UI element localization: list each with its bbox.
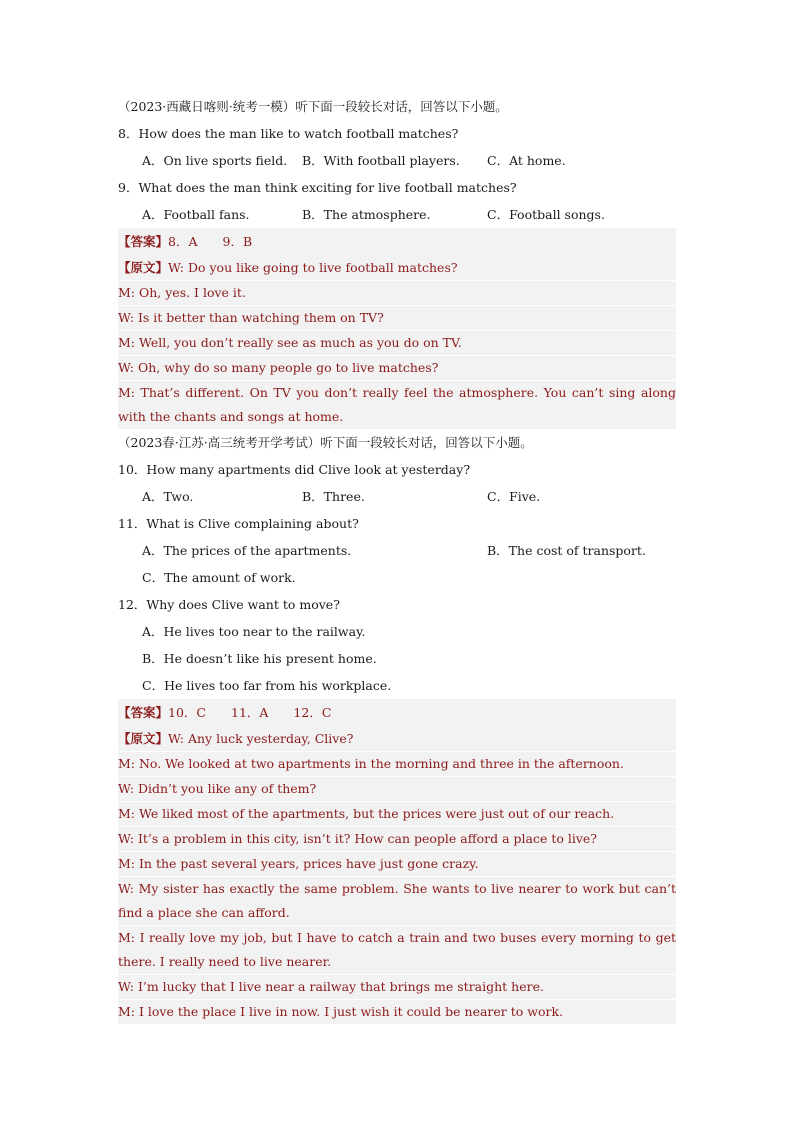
- q9-option-c: C．Football songs.: [487, 207, 605, 222]
- answer-tag: 【答案】: [118, 234, 169, 249]
- q12-option-c: C．He lives too far from his workplace.: [142, 678, 392, 693]
- answer-line-1: [118, 228, 676, 256]
- transcript-line: W: My sister has exactly the same problem. She wants to live nearer to work but can’t find a place she can afford.: [118, 877, 676, 926]
- transcript-line: M: Well, you don’t really see as much as you do on TV.: [118, 331, 676, 356]
- q12-option-b: B．He doesn’t like his present home.: [142, 651, 377, 666]
- transcript-line: M: No. We looked at two apartments in the morning and three in the afternoon.: [118, 752, 676, 777]
- q8-option-c: C．At home.: [487, 153, 566, 168]
- question-11-options-row1: [118, 537, 676, 564]
- transcript-line: W: It’s a problem in this city, isn’t it? How can people afford a place to live?: [118, 827, 676, 852]
- script-tag: 【原文】: [118, 731, 169, 746]
- answer-line-2: [118, 699, 676, 727]
- transcript-line: W: Didn’t you like any of them?: [118, 777, 676, 802]
- q10-option-b: B．Three.: [302, 489, 365, 504]
- transcript-line: M: We liked most of the apartments, but the prices were just out of our reach.: [118, 802, 676, 827]
- question-11: 11．What is Clive complaining about?: [118, 516, 359, 531]
- transcript-line: W: Oh, why do so many people go to live matches?: [118, 356, 676, 381]
- q11-option-b: B．The cost of transport.: [487, 543, 646, 558]
- transcript-line: M: I really love my job, but I have to catch a train and two buses every morning to get there. I really need to live nearer.: [118, 926, 676, 975]
- transcript-line: M: In the past several years, prices have just gone crazy.: [118, 852, 676, 877]
- document-page: [118, 94, 676, 1025]
- q11-option-a: A．The prices of the apartments.: [142, 543, 352, 558]
- question-10: 10．How many apartments did Clive look at yesterday?: [118, 462, 471, 477]
- transcript-line: M: Oh, yes. I love it.: [118, 281, 676, 306]
- question-8-options: [118, 147, 676, 174]
- script-tag: 【原文】: [118, 260, 169, 275]
- question-8: 8．How does the man like to watch football matches?: [118, 126, 459, 141]
- transcript-line: 【原文】W: Do you like going to live football matches?: [118, 256, 676, 281]
- question-9-options: [118, 201, 676, 228]
- transcript-1: [118, 256, 676, 430]
- q12-option-a: A．He lives too near to the railway.: [142, 624, 366, 639]
- transcript-line: W: Is it better than watching them on TV?: [118, 306, 676, 331]
- transcript-line: M: That’s different. On TV you don’t really feel the atmosphere. You can’t sing along with the chants and songs at home.: [118, 381, 676, 430]
- transcript-line: W: I’m lucky that I live near a railway that brings me straight here.: [118, 975, 676, 1000]
- transcript-2: [118, 727, 676, 1025]
- answer-text: 8．A 9．B: [168, 234, 253, 249]
- transcript-line: 【原文】W: Any luck yesterday, Clive?: [118, 727, 676, 752]
- q9-option-b: B．The atmosphere.: [302, 207, 431, 222]
- answer-text: 10．C 11．A 12．C: [168, 705, 332, 720]
- q10-option-c: C．Five.: [487, 489, 541, 504]
- q8-option-b: B．With football players.: [302, 153, 460, 168]
- question-12: 12．Why does Clive want to move?: [118, 597, 340, 612]
- answer-tag: 【答案】: [118, 705, 169, 720]
- q8-option-a: A．On live sports field.: [142, 153, 288, 168]
- q11-option-c: C．The amount of work.: [142, 570, 296, 585]
- question-9: 9．What does the man think exciting for live football matches?: [118, 180, 517, 195]
- section1-heading: （2023·西藏日喀则·统考一模）听下面一段较长对话，回答以下小题。: [118, 99, 508, 114]
- question-10-options: [118, 483, 676, 510]
- q10-option-a: A．Two.: [142, 489, 194, 504]
- section2-heading: （2023春·江苏·高三统考开学考试）听下面一段较长对话，回答以下小题。: [118, 435, 533, 450]
- transcript-line: M: I love the place I live in now. I just wish it could be nearer to work.: [118, 1000, 676, 1025]
- q9-option-a: A．Football fans.: [142, 207, 250, 222]
